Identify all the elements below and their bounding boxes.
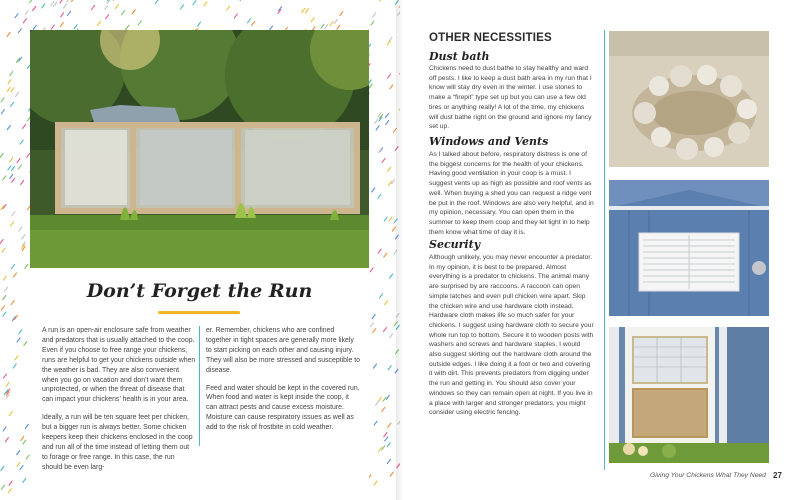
confetti-dash [387, 459, 390, 463]
confetti-dash [252, 21, 255, 25]
confetti-dash [3, 176, 6, 180]
chicken-run-photo [30, 30, 369, 268]
confetti-dash [122, 11, 125, 15]
confetti-dash [379, 447, 382, 451]
confetti-dash [388, 423, 391, 427]
confetti-dash [9, 481, 12, 485]
confetti-dash [115, 5, 118, 9]
confetti-dash [23, 440, 26, 444]
confetti-dash [8, 489, 11, 493]
confetti-dash [378, 194, 381, 198]
article-title: Don’t Forget the Run [86, 280, 313, 302]
confetti-dash [12, 212, 15, 216]
page-number: 27 [773, 471, 782, 480]
confetti-dash [325, 25, 328, 29]
title-underline [158, 311, 240, 314]
confetti-dash [17, 338, 20, 342]
confetti-dash [6, 382, 9, 386]
confetti-dash [385, 437, 388, 441]
confetti-dash [373, 329, 376, 333]
confetti-dash [42, 4, 45, 8]
confetti-dash [311, 18, 314, 22]
confetti-dash [11, 102, 14, 106]
confetti-dash [155, 0, 158, 4]
confetti-dash [383, 397, 386, 401]
confetti-dash [68, 11, 71, 15]
confetti-dash [382, 446, 385, 450]
confetti-dash [9, 412, 12, 416]
confetti-dash [372, 188, 375, 192]
confetti-dash [60, 0, 63, 3]
confetti-dash [7, 126, 10, 130]
text-column-1 [42, 326, 196, 481]
confetti-dash [92, 6, 95, 10]
confetti-dash [23, 478, 26, 482]
confetti-dash [386, 395, 389, 399]
confetti-dash [17, 451, 20, 455]
confetti-dash [370, 268, 373, 272]
confetti-dash [387, 74, 390, 78]
confetti-dash [388, 181, 391, 185]
windows-heading: Windows and Vents [429, 135, 549, 148]
confetti-dash [5, 287, 8, 291]
confetti-dash [12, 166, 15, 170]
confetti-dash [21, 436, 24, 440]
confetti-dash [126, 25, 129, 29]
confetti-dash [386, 121, 389, 125]
confetti-dash [387, 443, 390, 447]
security-heading: Security [429, 238, 481, 251]
confetti-dash [204, 2, 207, 6]
section-title: OTHER NECESSITIES [429, 32, 552, 44]
paragraph: A run is an open-air enclosure safe from weather and predators that is usually attached to the coop. Even if you choose to free range your chickens, runs are helpful to get your chickens outside when the weather is bad. They are also convenient when you go on vacation and don’t want them unprotected, or when the threat of disease that can impact your chickens’ health is in your area. [42, 327, 196, 404]
confetti-dash [1, 466, 4, 470]
column-divider [199, 326, 200, 446]
paragraph: er. Remember, chickens who are confined together in tight spaces are generally more likely to start picking on each other and causing injury. They will also be more stressed and susceptible to disease. [206, 327, 360, 374]
confetti-dash [1, 485, 4, 489]
confetti-dash [382, 407, 385, 411]
confetti-dash [51, 1, 54, 5]
confetti-dash [8, 166, 11, 170]
confetti-dash [376, 401, 379, 405]
confetti-dash [0, 240, 3, 244]
dust-bath-heading: Dust bath [429, 50, 490, 63]
confetti-dash [53, 2, 56, 6]
confetti-dash [23, 124, 26, 128]
confetti-dash [67, 0, 70, 1]
confetti-dash [16, 92, 19, 96]
confetti-dash [181, 5, 184, 9]
confetti-dash [12, 178, 15, 182]
column-divider [604, 30, 605, 470]
confetti-dash [20, 466, 23, 470]
confetti-dash [193, 1, 196, 5]
confetti-dash [340, 12, 343, 16]
confetti-dash [10, 72, 13, 76]
confetti-dash [390, 85, 393, 89]
confetti-dash [385, 301, 388, 305]
confetti-dash [106, 15, 109, 19]
confetti-dash [13, 364, 16, 368]
confetti-dash [25, 11, 28, 15]
confetti-dash [18, 165, 21, 169]
confetti-dash [3, 427, 6, 431]
confetti-dash [234, 14, 237, 18]
confetti-dash [72, 0, 75, 1]
confetti-dash [369, 84, 372, 88]
confetti-dash [370, 323, 373, 327]
confetti-dash [11, 88, 14, 92]
confetti-dash [374, 421, 377, 425]
right-page [400, 0, 800, 500]
confetti-dash [392, 180, 395, 184]
confetti-dash [376, 126, 379, 130]
confetti-dash [378, 249, 381, 253]
confetti-dash [306, 9, 309, 13]
confetti-dash [13, 273, 16, 277]
confetti-dash [227, 6, 230, 10]
confetti-dash [26, 455, 29, 459]
running-footer: Giving Your Chickens What They Need [650, 472, 766, 479]
confetti-dash [105, 6, 108, 10]
confetti-dash [3, 374, 6, 378]
confetti-dash [3, 296, 6, 300]
confetti-dash [247, 19, 250, 23]
confetti-dash [23, 19, 26, 23]
confetti-dash [372, 315, 375, 319]
confetti-dash [25, 264, 28, 268]
confetti-dash [334, 19, 337, 23]
confetti-dash [30, 0, 33, 3]
confetti-dash [74, 25, 77, 29]
dust-bath-photo [609, 31, 769, 167]
confetti-dash [61, 13, 64, 17]
confetti-dash [64, 4, 67, 8]
confetti-dash [330, 22, 333, 26]
confetti-dash [1, 110, 4, 114]
confetti-dash [8, 80, 11, 84]
confetti-dash [11, 301, 14, 305]
vent-photo [609, 180, 769, 316]
security-text: Although unlikely, you may never encounter a predator. In my opinion, it is best to be prepared. Almost everything is a predator to chickens. The animal many are surprised by are raccoons. A raccoon can open simple latches and even pull chicken wire apart. Skip the chicken wire and use hardware cloth instead. Hardware cloth makes life so much safer for your chickens. I suggest using hardware cloth to secure your whole run top to bottom. Secure it to wooden posts with washers and screws and hardware staples. I would also suggest skirting out the hardware cloth around the outside edges. I like doing it a foot or two and covering it with dirt. This prevents predators from digging under the run and getting in. You should also cover your windows so they can remain open at night. If you live in a place with larger and stronger predators, you might consider using electric fencing. [429, 254, 594, 417]
confetti-dash [18, 29, 21, 33]
confetti-dash [385, 114, 388, 118]
confetti-dash [132, 10, 135, 14]
confetti-dash [7, 87, 10, 91]
confetti-dash [33, 7, 36, 11]
confetti-dash [380, 294, 383, 298]
confetti-dash [389, 217, 392, 221]
confetti-dash [3, 276, 6, 280]
confetti-dash [2, 248, 5, 252]
confetti-dash [15, 356, 18, 360]
confetti-dash [390, 334, 393, 338]
book-gutter [396, 0, 404, 500]
confetti-dash [11, 222, 14, 226]
confetti-dash [10, 175, 13, 179]
text-column-2 [206, 326, 361, 441]
confetti-dash [97, 21, 100, 25]
confetti-dash [3, 312, 6, 316]
confetti-dash [371, 21, 374, 25]
confetti-dash [198, 22, 201, 26]
confetti-dash [5, 438, 8, 442]
confetti-dash [384, 253, 387, 257]
confetti-dash [374, 481, 377, 485]
confetti-dash [10, 158, 13, 162]
confetti-dash [17, 462, 20, 466]
confetti-dash [337, 25, 340, 29]
confetti-dash [384, 433, 387, 437]
confetti-dash [392, 227, 395, 231]
confetti-dash [33, 25, 36, 29]
confetti-dash [390, 274, 393, 278]
confetti-dash [19, 227, 22, 231]
confetti-dash [373, 364, 376, 368]
confetti-dash [390, 472, 393, 476]
window-photo [609, 327, 769, 463]
confetti-dash [1, 98, 4, 102]
confetti-dash [138, 21, 141, 25]
confetti-dash [7, 32, 10, 36]
confetti-dash [388, 167, 391, 171]
confetti-dash [380, 0, 383, 1]
confetti-dash [22, 235, 25, 239]
confetti-dash [302, 8, 305, 12]
confetti-dash [24, 341, 27, 345]
confetti-dash [1, 306, 4, 310]
confetti-dash [375, 119, 378, 123]
confetti-dash [51, 25, 54, 29]
paragraph: Feed and water should be kept in the covered run. When food and water is kept inside the coop, it can attract pests and cause excess moisture. Moisture can cause respiratory issues as well as add to the risk of frostbite in cold weather. [206, 384, 360, 432]
confetti-dash [382, 158, 385, 162]
confetti-dash [19, 330, 22, 334]
paragraph: Ideally, a run will be ten square feet per chicken, but a bigger run is always better. Some chicken keepers keep their chickens enclosed in the coop and run all of the time instead of letting them out to forage or free range. In this case, the run should be even larg- [42, 414, 193, 471]
confetti-dash [25, 424, 28, 428]
confetti-dash [321, 24, 324, 28]
confetti-dash [15, 14, 18, 18]
confetti-dash [0, 153, 3, 157]
dust-bath-text: Chickens need to dust bathe to stay healthy and ward off pests. I like to keep a dust bath area in my run that I know will stay dry even in the winter. I use stones to make a “firepit” type set up but you can use a few old tires or anything really! A lot of the time, my chickens will dust bathe right on the ground and ignore my fancy set up. [429, 65, 592, 131]
confetti-dash [20, 140, 23, 144]
confetti-dash [384, 217, 387, 221]
confetti-dash [12, 264, 15, 268]
confetti-dash [383, 328, 386, 332]
run-article [30, 268, 369, 500]
confetti-dash [373, 13, 376, 17]
confetti-dash [17, 159, 20, 163]
confetti-dash [60, 23, 63, 27]
confetti-dash [388, 366, 391, 370]
windows-text: As I talked about before, respiratory distress is one of the biggest concerns for the health of your chickens. Having good ventilation in your coop is a must. I suggest vents up as high as possible and roof vents as well. When buying a shed you can request a ridge vent be put in the roof. Windows are also very helpful, and in my opinion, necessary. You can open them in the summer to keep them coop and they let light in to help them know what time of day it is. [429, 151, 594, 236]
confetti-dash [21, 181, 24, 185]
